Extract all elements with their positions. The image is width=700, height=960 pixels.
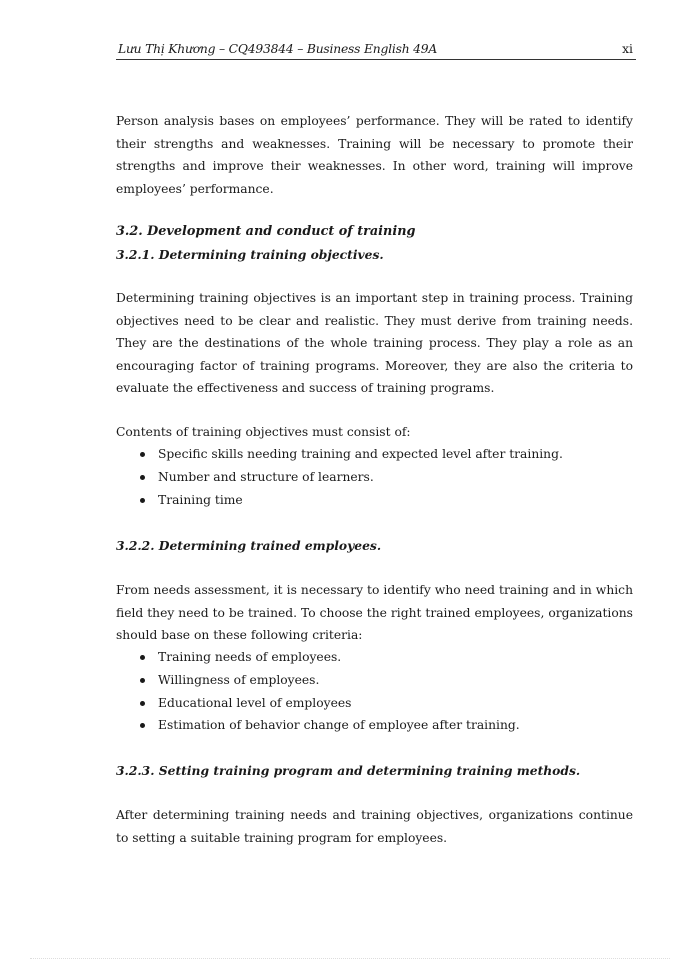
subsection-heading-3-2-2: 3.2.2. Determining trained employees. (116, 538, 382, 553)
list-item-text: Number and structure of learners. (158, 469, 374, 484)
list-item-text: Training time (158, 492, 243, 507)
list-item-text: Estimation of behavior change of employee after training. (158, 718, 520, 733)
bullet-icon (140, 498, 145, 503)
list-item-text: Willingness of employees. (158, 672, 320, 687)
list-item (116, 714, 633, 737)
list-item-text: Training needs of employees. (158, 650, 342, 664)
paragraph-needs-assessment: From needs assessment, it is necessary to identify who need training and in which field they need to be trained. To choose the right trained employees, organizations should base on these following criteria: (116, 583, 633, 643)
page-bottom-edge (30, 958, 670, 959)
paragraph-after-determining: After determining training needs and training objectives, organizations continue to setting a suitable training program for employees. (116, 808, 633, 845)
bullet-icon (140, 678, 145, 683)
list-item (116, 646, 633, 669)
list-item (116, 669, 633, 692)
list-item-text: Specific skills needing training and expected level after training. (158, 447, 563, 461)
subsection-heading-3-2-3: 3.2.3. Setting training program and determining training methods. (116, 763, 581, 778)
list-item (116, 466, 633, 489)
paragraph-person-analysis: Person analysis bases on employees’ performance. They will be rated to identify their strengths and weaknesses. Training will be necessary to promote their strengths and improve their weaknesses. In other word, training will improve employees’ performance. (116, 114, 633, 196)
paragraph-contents-lead: Contents of training objectives must consist of: (116, 425, 411, 439)
subsection-heading-3-2-1: 3.2.1. Determining training objectives. (116, 247, 384, 262)
page-header (116, 41, 636, 60)
paragraph-objectives-intro: Determining training objectives is an important step in training process. Training objectives need to be clear and realistic. They must derive from training needs. They are the destinations of the whole training process. They play a role as an encouraging factor of training programs. Moreover, they are also the criteria to evaluate the effectiveness and success of training programs. (116, 291, 633, 396)
list-item (116, 489, 633, 512)
bullet-icon (140, 475, 145, 480)
bullet-icon (140, 701, 145, 706)
list-item-text: Educational level of employees (158, 695, 352, 710)
page-number: xi (622, 42, 633, 56)
bullet-icon (140, 655, 145, 660)
criteria-list (116, 646, 633, 737)
bullet-icon (140, 452, 145, 457)
list-item (116, 692, 633, 715)
bullet-icon (140, 723, 145, 728)
header-title: Lưu Thị Khương – CQ493844 – Business English 49A (118, 42, 438, 56)
list-item (116, 443, 633, 466)
objective-contents-list (116, 443, 633, 511)
section-heading-3-2: 3.2. Development and conduct of training (116, 224, 416, 239)
